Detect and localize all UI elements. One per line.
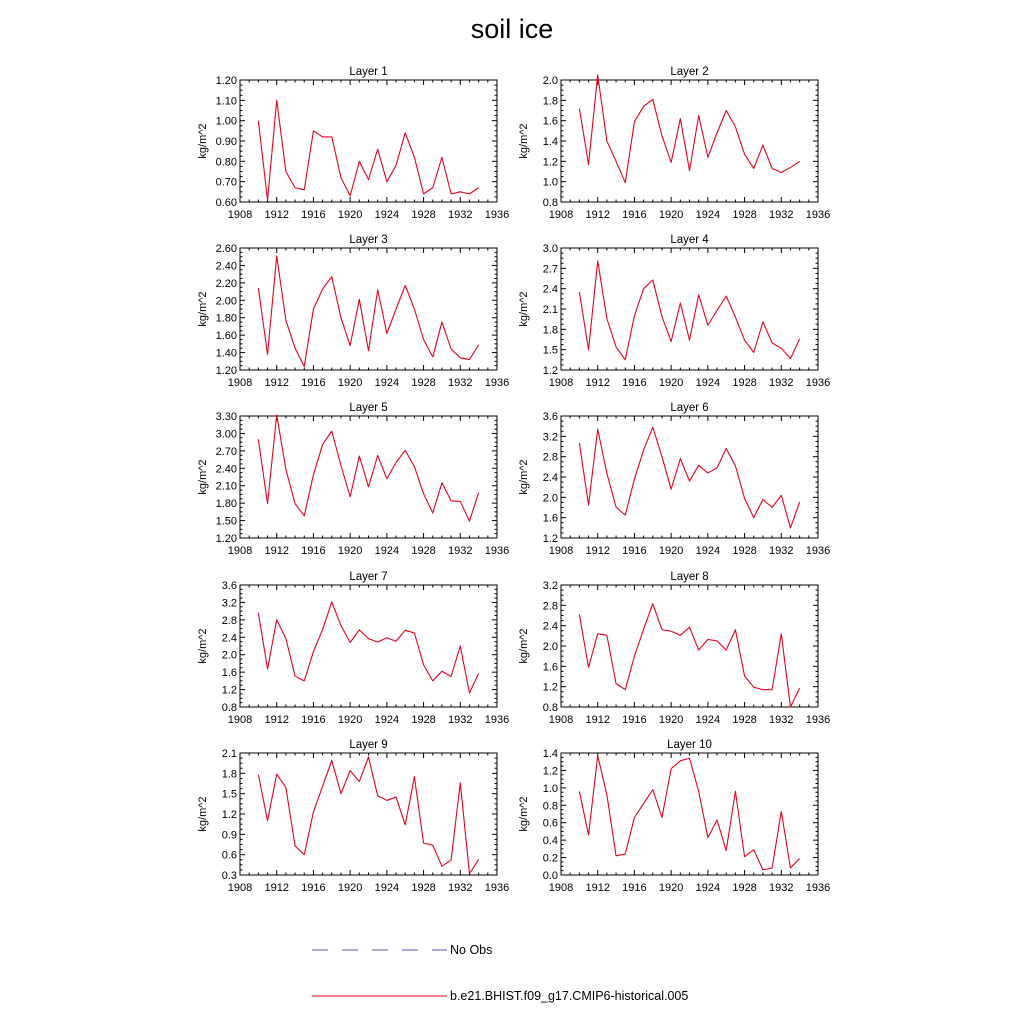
- x-tick-label: 1920: [658, 714, 684, 726]
- plot-frame: [561, 248, 818, 370]
- panel-title: Layer 7: [349, 571, 388, 583]
- y-tick-label: 0.70: [215, 176, 237, 189]
- y-tick-label: 2.4: [542, 472, 558, 484]
- x-tick-label: 1924: [374, 209, 400, 221]
- series-line-layer-7: [258, 602, 478, 693]
- series-line-layer-6: [579, 427, 799, 528]
- y-tick-label: 0.3: [221, 870, 237, 882]
- x-tick-label: 1920: [337, 377, 363, 389]
- series-line-layer-10: [579, 756, 799, 870]
- x-tick-label: 1908: [227, 377, 253, 389]
- x-tick-label: 1924: [374, 882, 400, 894]
- panel-title: Layer 5: [349, 402, 388, 414]
- y-tick-label: 3.2: [221, 597, 237, 610]
- y-tick-label: 1.5: [221, 788, 237, 801]
- series-line-layer-9: [258, 757, 478, 874]
- y-tick-label: 1.4: [542, 748, 558, 760]
- y-tick-label: 0.8: [542, 197, 558, 209]
- x-tick-label: 1932: [769, 545, 794, 557]
- x-tick-label: 1920: [337, 714, 363, 726]
- y-axis-label: kg/m^2: [197, 291, 209, 327]
- y-tick-label: 0.9: [221, 829, 237, 842]
- y-tick-label: 1.2: [542, 681, 558, 694]
- y-tick-label: 1.2: [542, 765, 558, 778]
- y-tick-label: 1.4: [542, 136, 558, 148]
- x-tick-label: 1928: [732, 714, 757, 726]
- y-tick-label: 2.1: [221, 748, 237, 760]
- x-tick-label: 1916: [622, 882, 647, 894]
- x-tick-label: 1928: [411, 882, 436, 894]
- x-tick-label: 1932: [448, 209, 473, 221]
- x-tick-label: 1912: [264, 882, 289, 894]
- panel-layer-1: [197, 66, 509, 221]
- x-tick-label: 1928: [411, 377, 436, 389]
- y-tick-label: 0.4: [542, 835, 558, 848]
- x-tick-label: 1920: [658, 377, 684, 389]
- y-tick-label: 2.8: [221, 614, 237, 627]
- panel-layer-2: [518, 66, 830, 221]
- y-axis-label: kg/m^2: [197, 459, 209, 495]
- plot-frame: [240, 80, 497, 202]
- y-tick-label: 1.50: [215, 515, 237, 528]
- y-tick-label: 2.70: [215, 445, 237, 458]
- y-axis-label: kg/m^2: [518, 291, 530, 327]
- x-tick-label: 1932: [769, 377, 794, 389]
- series-line-layer-5: [258, 415, 478, 521]
- x-tick-label: 1912: [585, 209, 610, 221]
- x-tick-label: 1908: [548, 882, 574, 894]
- y-tick-label: 1.6: [221, 667, 237, 680]
- y-tick-label: 1.0: [542, 176, 558, 189]
- y-tick-label: 1.6: [542, 661, 558, 674]
- x-tick-label: 1932: [448, 714, 473, 726]
- y-tick-label: 1.80: [215, 312, 237, 325]
- x-tick-label: 1908: [548, 377, 574, 389]
- x-tick-label: 1924: [695, 209, 721, 221]
- plot-frame: [561, 416, 818, 538]
- x-tick-label: 1936: [805, 377, 831, 389]
- x-tick-label: 1908: [227, 882, 253, 894]
- x-tick-label: 1936: [484, 377, 510, 389]
- panel-layer-3: [197, 234, 509, 389]
- x-tick-label: 1908: [227, 714, 253, 726]
- x-tick-label: 1936: [805, 209, 831, 221]
- x-tick-label: 1932: [769, 714, 794, 726]
- y-tick-label: 1.2: [542, 156, 558, 169]
- y-tick-label: 2.8: [542, 600, 558, 613]
- panel-layer-4: [518, 234, 830, 389]
- x-tick-label: 1928: [411, 545, 436, 557]
- panel-title: Layer 3: [349, 234, 388, 246]
- y-tick-label: 3.6: [221, 580, 237, 592]
- y-tick-label: 1.10: [215, 95, 237, 108]
- y-tick-label: 0.8: [542, 800, 558, 813]
- x-tick-label: 1936: [484, 882, 510, 894]
- x-tick-label: 1932: [448, 377, 473, 389]
- panels-group: [197, 66, 830, 894]
- plot-frame: [561, 80, 818, 202]
- chart-main-title: soil ice: [470, 14, 554, 44]
- x-tick-label: 1916: [301, 545, 326, 557]
- x-tick-label: 1936: [484, 209, 510, 221]
- x-tick-label: 1924: [695, 545, 721, 557]
- plot-frame: [240, 585, 497, 707]
- series-line-layer-4: [579, 261, 799, 360]
- y-tick-label: 0.80: [215, 156, 237, 169]
- x-tick-label: 1916: [301, 377, 326, 389]
- y-axis-label: kg/m^2: [518, 796, 530, 832]
- x-tick-label: 1932: [448, 545, 473, 557]
- y-tick-label: 2.40: [215, 463, 237, 476]
- x-tick-label: 1924: [695, 714, 721, 726]
- x-tick-label: 1916: [622, 377, 647, 389]
- y-tick-label: 2.0: [542, 492, 558, 505]
- panel-layer-8: [518, 571, 830, 726]
- series-line-layer-1: [258, 100, 478, 200]
- y-tick-label: 1.2: [221, 684, 237, 697]
- x-tick-label: 1920: [337, 209, 363, 221]
- y-tick-label: 1.60: [215, 330, 237, 343]
- y-tick-label: 0.2: [542, 852, 558, 865]
- y-tick-label: 3.30: [215, 411, 237, 423]
- x-tick-label: 1936: [484, 714, 510, 726]
- panel-title: Layer 8: [670, 571, 709, 583]
- y-tick-label: 2.00: [215, 295, 237, 308]
- x-tick-label: 1908: [227, 545, 253, 557]
- y-tick-label: 3.2: [542, 431, 558, 444]
- plot-frame: [240, 416, 497, 538]
- legend-no-obs-label: No Obs: [450, 943, 493, 957]
- x-tick-label: 1928: [411, 209, 436, 221]
- panel-title: Layer 6: [670, 402, 709, 414]
- panel-layer-10: [518, 739, 830, 894]
- x-tick-label: 1920: [658, 545, 684, 557]
- x-tick-label: 1928: [732, 377, 757, 389]
- y-tick-label: 2.8: [542, 451, 558, 464]
- y-tick-label: 1.40: [215, 347, 237, 360]
- y-axis-label: kg/m^2: [197, 123, 209, 159]
- y-axis-label: kg/m^2: [197, 628, 209, 664]
- y-axis-label: kg/m^2: [518, 628, 530, 664]
- x-tick-label: 1928: [732, 545, 757, 557]
- series-line-layer-3: [258, 256, 478, 367]
- y-tick-label: 1.2: [542, 365, 558, 377]
- legend: [312, 943, 688, 1003]
- x-tick-label: 1908: [548, 545, 574, 557]
- x-tick-label: 1912: [585, 545, 610, 557]
- x-tick-label: 1908: [227, 209, 253, 221]
- y-axis-label: kg/m^2: [518, 123, 530, 159]
- y-tick-label: 1.0: [542, 782, 558, 795]
- plot-frame: [240, 753, 497, 875]
- y-tick-label: 0.0: [542, 870, 558, 882]
- panel-title: Layer 1: [349, 66, 388, 78]
- x-tick-label: 1932: [769, 882, 794, 894]
- y-tick-label: 2.0: [221, 649, 237, 662]
- y-axis-label: kg/m^2: [518, 459, 530, 495]
- y-tick-label: 1.00: [215, 115, 237, 128]
- x-tick-label: 1932: [448, 882, 473, 894]
- y-tick-label: 1.80: [215, 498, 237, 511]
- panel-layer-7: [197, 571, 509, 726]
- y-tick-label: 0.60: [215, 197, 237, 209]
- x-tick-label: 1912: [585, 882, 610, 894]
- panel-title: Layer 10: [667, 739, 712, 751]
- x-tick-label: 1908: [548, 209, 574, 221]
- y-tick-label: 1.8: [542, 95, 558, 108]
- x-tick-label: 1936: [805, 545, 831, 557]
- series-line-layer-2: [579, 75, 799, 183]
- y-tick-label: 1.2: [221, 809, 237, 821]
- x-tick-label: 1924: [374, 545, 400, 557]
- y-tick-label: 2.4: [221, 632, 237, 645]
- x-tick-label: 1916: [301, 714, 326, 726]
- y-tick-label: 2.0: [542, 75, 558, 87]
- y-axis-label: kg/m^2: [197, 796, 209, 832]
- y-tick-label: 0.6: [542, 817, 558, 830]
- y-tick-label: 1.6: [542, 512, 558, 525]
- x-tick-label: 1928: [732, 882, 757, 894]
- x-tick-label: 1932: [769, 209, 794, 221]
- y-tick-label: 1.8: [221, 768, 237, 781]
- y-tick-label: 0.8: [221, 702, 237, 714]
- x-tick-label: 1936: [484, 545, 510, 557]
- x-tick-label: 1912: [264, 377, 289, 389]
- y-tick-label: 1.2: [542, 533, 558, 545]
- x-tick-label: 1928: [411, 714, 436, 726]
- x-tick-label: 1916: [622, 714, 647, 726]
- y-tick-label: 2.20: [215, 277, 237, 290]
- y-tick-label: 2.40: [215, 260, 237, 273]
- x-tick-label: 1912: [264, 209, 289, 221]
- y-tick-label: 2.10: [215, 480, 237, 493]
- y-tick-label: 2.7: [542, 263, 558, 276]
- series-line-layer-8: [579, 604, 799, 707]
- x-tick-label: 1912: [264, 545, 289, 557]
- x-tick-label: 1920: [658, 882, 684, 894]
- x-tick-label: 1916: [301, 882, 326, 894]
- x-tick-label: 1912: [585, 714, 610, 726]
- x-tick-label: 1916: [301, 209, 326, 221]
- x-tick-label: 1924: [695, 377, 721, 389]
- x-tick-label: 1920: [658, 209, 684, 221]
- x-tick-label: 1924: [374, 714, 400, 726]
- y-tick-label: 0.8: [542, 702, 558, 714]
- x-tick-label: 1908: [548, 714, 574, 726]
- x-tick-label: 1916: [622, 545, 647, 557]
- y-tick-label: 2.0: [542, 641, 558, 653]
- y-tick-label: 2.1: [542, 304, 558, 316]
- y-tick-label: 2.4: [542, 283, 558, 296]
- y-tick-label: 1.20: [215, 75, 237, 87]
- y-tick-label: 3.0: [542, 243, 558, 255]
- y-tick-label: 1.20: [215, 365, 237, 377]
- panel-title: Layer 9: [349, 739, 388, 751]
- x-tick-label: 1916: [622, 209, 647, 221]
- y-tick-label: 0.90: [215, 136, 237, 148]
- panel-layer-9: [197, 739, 509, 894]
- x-tick-label: 1924: [695, 882, 721, 894]
- y-tick-label: 2.4: [542, 620, 558, 633]
- panel-title: Layer 2: [670, 66, 709, 78]
- panel-layer-5: [197, 402, 509, 557]
- y-tick-label: 1.6: [542, 115, 558, 128]
- panel-title: Layer 4: [670, 234, 709, 246]
- x-tick-label: 1912: [585, 377, 610, 389]
- x-tick-label: 1924: [374, 377, 400, 389]
- x-tick-label: 1936: [805, 882, 831, 894]
- x-tick-label: 1920: [337, 882, 363, 894]
- x-tick-label: 1928: [732, 209, 757, 221]
- y-tick-label: 2.60: [215, 243, 237, 255]
- y-tick-label: 3.2: [542, 580, 558, 592]
- legend-model-label: b.e21.BHIST.f09_g17.CMIP6-historical.005: [450, 989, 689, 1003]
- y-tick-label: 3.6: [542, 411, 558, 423]
- y-tick-label: 1.20: [215, 533, 237, 545]
- y-tick-label: 0.6: [221, 849, 237, 862]
- x-tick-label: 1920: [337, 545, 363, 557]
- y-tick-label: 1.8: [542, 324, 558, 337]
- x-tick-label: 1936: [805, 714, 831, 726]
- y-tick-label: 3.00: [215, 428, 237, 441]
- plot-frame: [561, 753, 818, 875]
- panel-layer-6: [518, 402, 830, 557]
- x-tick-label: 1912: [264, 714, 289, 726]
- y-tick-label: 1.5: [542, 344, 558, 357]
